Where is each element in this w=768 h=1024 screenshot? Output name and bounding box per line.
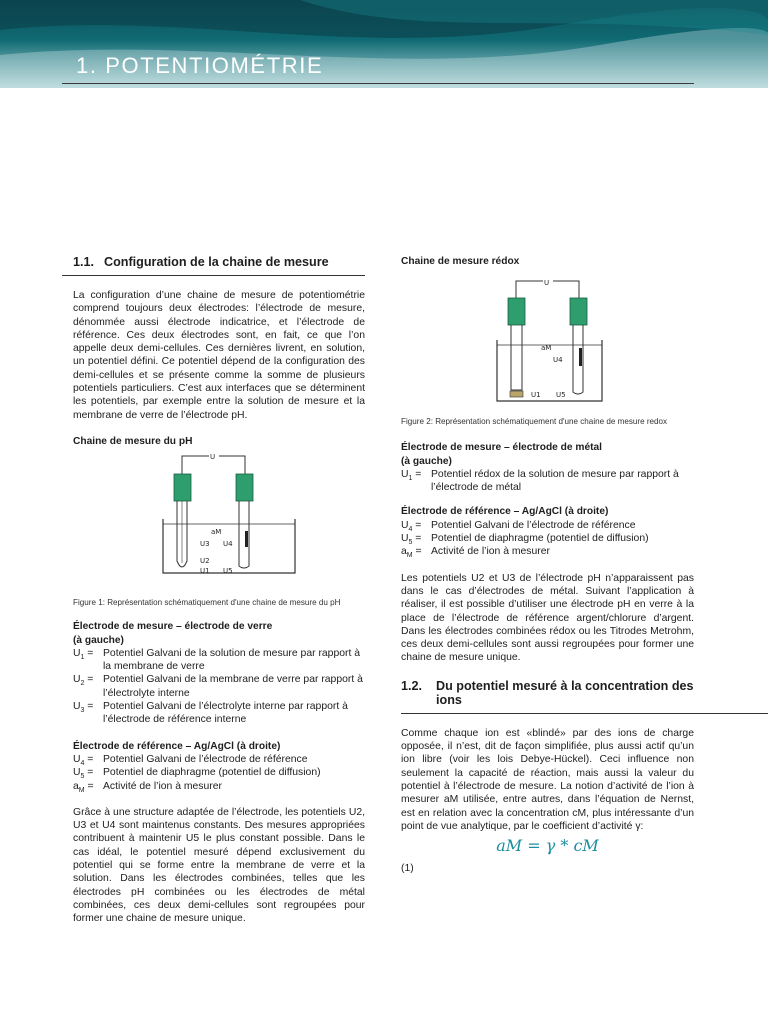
- reference-electrode-definitions-right: [401, 519, 694, 559]
- definition-text: Activité de l’ion à mesurer: [103, 780, 222, 792]
- fig1-label-u5: U5: [223, 567, 233, 576]
- title-rule: [62, 83, 694, 84]
- metal-electrode-heading-line2: (à gauche): [401, 455, 452, 467]
- definition-symbol: $U_1$ =: [401, 468, 422, 482]
- fig1-label-u3: U3: [200, 540, 210, 549]
- redox-paragraph: Les potentiels U2 et U3 de l’électrode pH n’apparaissent pas dans le cas d’électrodes de métal. Suivant l’application à réaliser, il est possible d’utiliser une électrode pH en verre à la place de l’électrode de référence argent/chlorure d’argent. Dans les électrodes combinées rédox ou les Titrodes Metrohm, ces deux demi-cellules sont aussi regroupées pour former une chaine de mesure unique.: [401, 572, 694, 664]
- definition-item: [73, 766, 365, 779]
- definition-text: Potentiel Galvani de l’électrode de référence: [103, 753, 308, 765]
- section-1-2-number: 1.2.: [401, 678, 423, 693]
- metal-electrode-heading-line1: Électrode de mesure – électrode de métal: [401, 442, 603, 454]
- definition-item: [401, 519, 694, 532]
- glass-electrode-heading-line1: Électrode de mesure – électrode de verre: [73, 621, 273, 633]
- figure-1-ph-chain-diagram: [73, 451, 365, 581]
- fig2-label-u5: U5: [556, 391, 566, 400]
- definition-item: [73, 647, 365, 674]
- definition-symbol: $U_1$ =: [73, 647, 94, 661]
- reference-electrode-cap-redox: [570, 298, 587, 325]
- fig1-label-u1: U1: [200, 567, 210, 576]
- definition-symbol: $U_3$ =: [73, 701, 94, 715]
- reference-electrode-cap: [236, 474, 253, 501]
- section-1-1-number: 1.1.: [73, 255, 95, 269]
- section-1-1-closing: Grâce à une structure adaptée de l’électrode, les potentiels U2, U3 et U4 sont maintenus constants. Des mesures appropriées contribuent à maintenir U5 le plus constant possible. Dans le cas idéal, le potentiel mesuré dépend exclusivement du potentiel qui se forme entre la membrane de verre et la solution. Dans les électrodes combinées, telles que les électrodes pH combinées ou les électrodes de métal combinées, ces deux demi-cellules sont regroupées pour former une chaine de mesure unique.: [73, 806, 365, 925]
- equation-number: (1): [401, 863, 414, 875]
- definition-item: [73, 673, 365, 700]
- chapter-title: 1. POTENTIOMÉTRIE: [76, 53, 324, 78]
- figure-2-caption: Figure 2: Représentation schématiquement d'une chaine de mesure redox: [401, 417, 668, 427]
- reference-electrode-definitions-left: [73, 753, 365, 793]
- definition-item: [401, 532, 694, 545]
- glass-electrode-definitions: [73, 647, 365, 727]
- section-1-1-heading: [73, 255, 365, 269]
- glass-electrode-cap: [174, 474, 191, 501]
- ph-chain-heading: Chaine de mesure du pH: [73, 435, 193, 447]
- figure-1-caption: Figure 1: Représentation schématiquement d'une chaine de mesure du pH: [73, 598, 341, 608]
- section-1-1-rule: [62, 275, 365, 276]
- fig2-label-am: aM: [541, 344, 552, 353]
- redox-chain-heading: Chaine de mesure rédox: [401, 256, 520, 267]
- definition-text: Potentiel rédox de la solution de mesure par rapport à l’électrode de métal: [431, 468, 679, 494]
- fig1-label-am: aM: [211, 528, 222, 537]
- definition-symbol: $a_M$ =: [73, 780, 94, 794]
- fig1-label-u4: U4: [223, 540, 233, 549]
- reference-electrode-heading-right: Électrode de référence – Ag/AgCl (à droite): [401, 506, 609, 518]
- activity-formula: aM = γ * cM: [496, 836, 599, 856]
- fig2-label-u1: U1: [531, 391, 541, 400]
- fig1-label-u: U: [210, 453, 216, 462]
- definition-text: Potentiel de diaphragme (potentiel de diffusion): [103, 767, 321, 779]
- definition-symbol: $U_4$ =: [401, 519, 422, 533]
- definition-item: [73, 700, 365, 727]
- definition-symbol: $a_M$ =: [401, 546, 422, 560]
- left-column: [73, 255, 365, 926]
- definition-text: Potentiel de diaphragme (potentiel de diffusion): [431, 533, 649, 545]
- section-1-2-title: Du potentiel mesuré à la concentration des ions: [436, 678, 694, 707]
- definition-text: Potentiel Galvani de l’électrode de référence: [431, 519, 636, 531]
- section-1-1-intro: La configuration d’une chaine de mesure de potentiométrie comprend toujours deux électrodes: l’électrode de mesure, dénommée aussi électrode indicatrice, et l’électrode de référence. Ces deux électrodes sont, en fait, ce que l’on appelle deux demi-cellules. Ces dernières livrent, en solution, un potentiel défini. Ce potentiel dépend de la configuration des demi-cellules et se présente comme la somme de plusieurs potentiels particuliers. C’est aux interfaces que se déterminent les potentiels, par exemple entre la solution de mesure et la membrane de verre de l’électrode pH.: [73, 290, 365, 421]
- metal-electrode-cap: [508, 298, 525, 325]
- definition-text: Potentiel Galvani de la solution de mesure par rapport à la membrane de verre: [103, 647, 361, 673]
- metal-electrode-definitions: [401, 468, 694, 495]
- definition-text: Activité de l’ion à mesurer: [431, 546, 550, 558]
- figure-2-redox-chain-diagram: [401, 278, 694, 406]
- section-1-2-heading: [401, 679, 694, 707]
- definition-item: [73, 780, 365, 793]
- definition-symbol: $U_5$ =: [73, 767, 94, 781]
- section-1-2-rule: [401, 713, 768, 714]
- definition-symbol: $U_5$ =: [401, 533, 422, 547]
- fig2-label-u: U: [544, 279, 550, 288]
- section-1-1-title: Configuration de la chaine de mesure: [104, 255, 329, 269]
- definition-symbol: $U_4$ =: [73, 753, 94, 768]
- section-1-2-paragraph: Comme chaque ion est «blindé» par des ions de charge opposée, il n’est, dit de façon simplifiée, plus aussi actif qu’un ion libre (voir les lois Debye-Hückel). Ceci influence non seulement la capacité de réaction, mais aussi la valeur du potentiel à l’électrode de mesure. La notion d’activité de l’ion à mesurer aM utilisée, entre autres, dans l’équation de Nernst, est en relation avec la concentration cM, plus intéressante d’un point de vue analytique, par le coefficient d’activité γ:: [401, 727, 694, 832]
- definition-symbol: $U_2$ =: [73, 674, 94, 688]
- definition-item: [73, 753, 365, 766]
- definition-text: Potentiel Galvani de l’électrolyte interne par rapport à l’électrode de référence interne: [103, 701, 348, 726]
- reference-electrode-heading-left: Électrode de référence – Ag/AgCl (à droite): [73, 740, 281, 752]
- definition-text: Potentiel Galvani de la membrane de verre par rapport à l’électrolyte interne: [103, 674, 363, 699]
- metal-electrode-body: [511, 325, 522, 390]
- definition-item: [401, 545, 694, 558]
- definition-item: [401, 468, 694, 495]
- fig1-label-u2: U2: [200, 557, 210, 566]
- fig2-label-u4: U4: [553, 356, 563, 365]
- right-column: [401, 255, 694, 876]
- glass-electrode-heading-line2: (à gauche): [73, 634, 124, 646]
